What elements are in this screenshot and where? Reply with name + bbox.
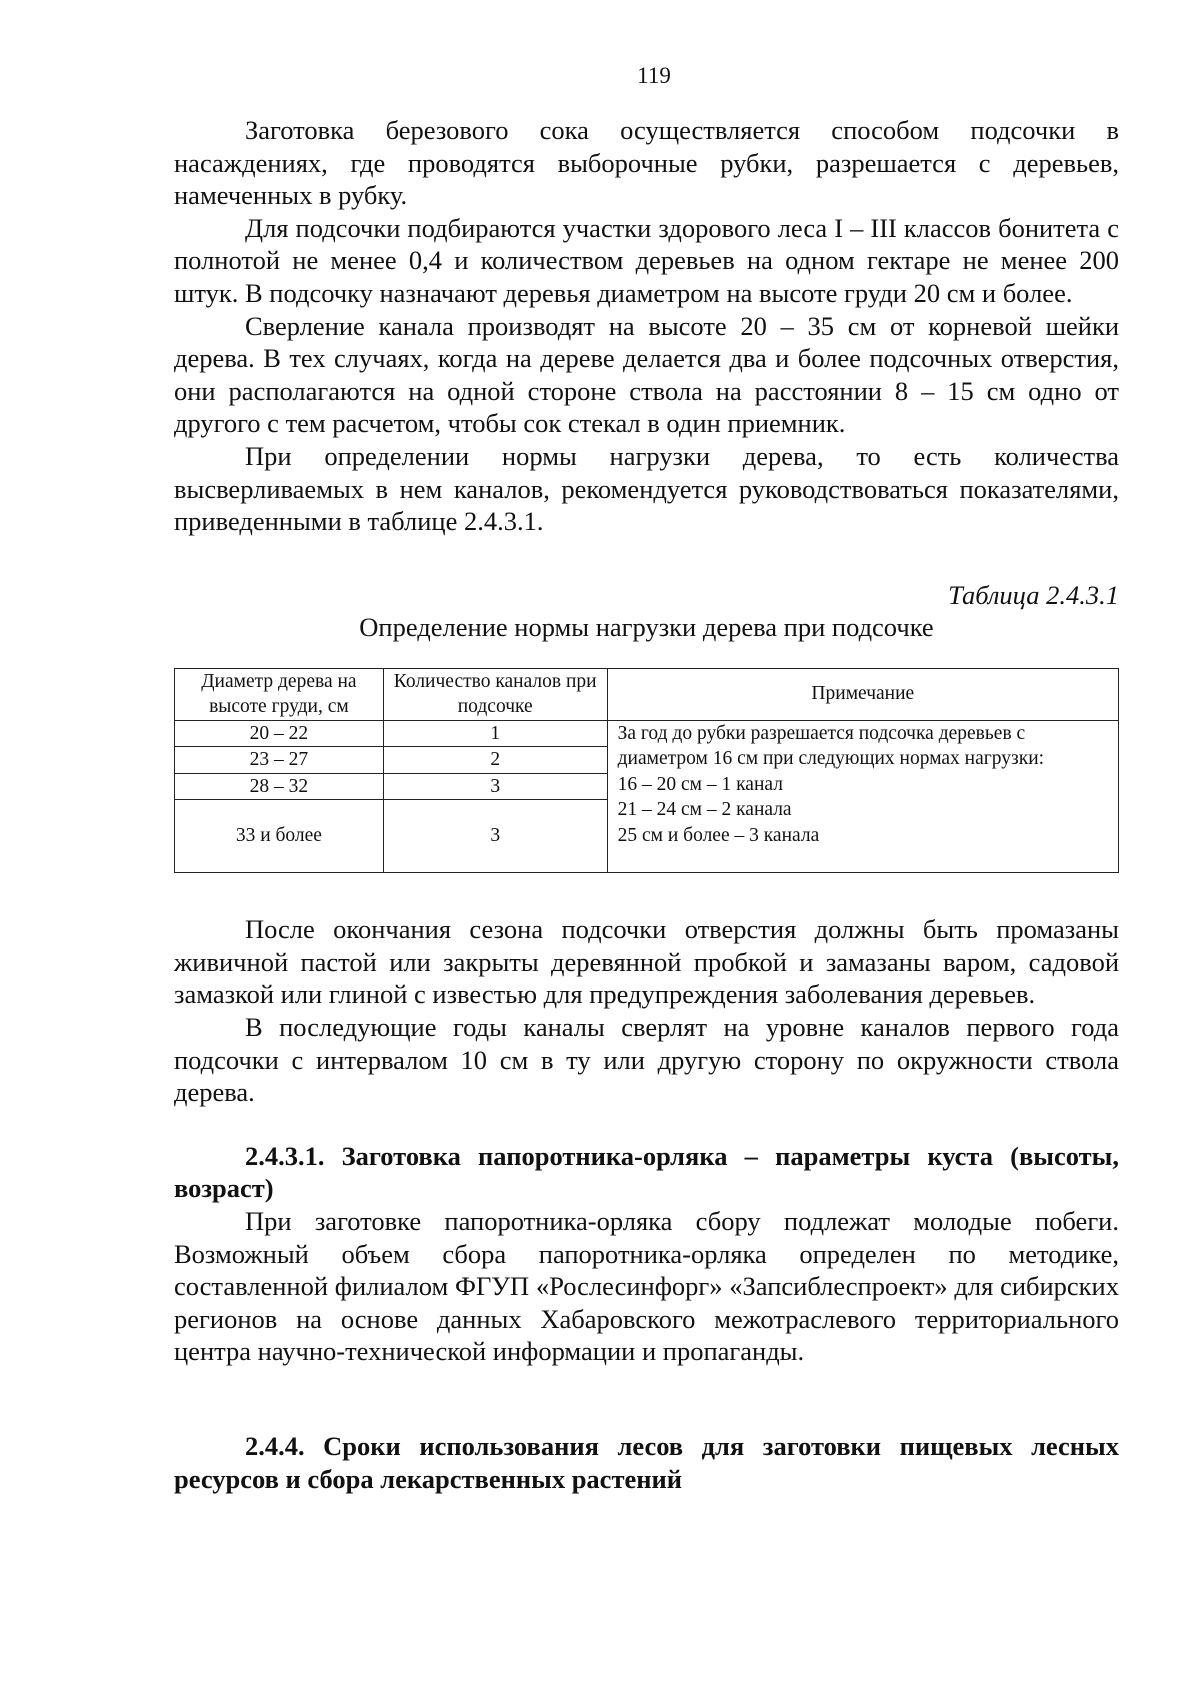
paragraph-birch-sap: Заготовка березового сока осуществляется способом подсочки в насаждениях, где проводятся выборочные рубки, разрешается с деревьев, намеченных в рубку. [174,115,1119,211]
table-row [175,720,1119,747]
cell-channels: 1 [383,720,607,747]
section-spacer [174,1368,1119,1430]
paragraph-load-norm: При определении нормы нагрузки дерева, то есть количества высверливаемых в нем каналов, рекомендуется руководствоваться показателями, приведенными в таблице 2.4.3.1. [174,440,1119,537]
page-number: 119 [637,63,671,88]
section-heading-fern: 2.4.3.1. Заготовка папоротника-орляка – параметры куста (высоты, возраст) [174,1140,1119,1204]
note-line-intro: За год до рубки разрешается подсочка деревьев с диаметром 16 см при следующих нормах нагрузки: [617,722,1045,770]
paragraph-following-years: В последующие годы каналы сверлят на уровне каналов первого года подсочки с интервалом 10 см в ту или другую сторону по окружности ствола дерева. [174,1012,1119,1108]
paragraph-fern: При заготовке папоротника-орляка сбору подлежат молодые побеги. Возможный объем сбора папоротника-орляка определен по методике, составленной филиалом ФГУП «Рослесинфорг» «Запсиблеспроект» для сибирских регионов на основе данных Хабаровского межотраслевого территориального центра научно-технической информации и пропаганды. [174,1205,1119,1367]
cell-diameter: 20 – 22 [175,720,384,747]
header-channels: Количество каналов при подсочке [383,668,607,720]
note-line-2: 21 – 24 см – 2 канала [617,799,792,821]
paragraph-site-selection: Для подсочки подбираются участки здорового леса I – III классов бонитета с полнотой не менее 0,4 и количеством деревьев на одном гектаре не менее 200 штук. В подсочку назначают деревья диаметром на высоте груди 20 см и более. [174,212,1119,308]
note-line-1: 16 – 20 см – 1 канал [617,773,783,795]
table-label: Таблица 2.4.3.1 [948,579,1119,610]
cell-diameter: 23 – 27 [175,747,384,774]
note-line-3: 25 см и более – 3 канала [617,824,820,846]
cell-diameter: 28 – 32 [175,773,384,800]
cell-channels: 3 [383,800,607,873]
section-heading-terms: 2.4.4. Сроки использования лесов для заготовки пищевых лесных ресурсов и сбора лекарственных растений [174,1430,1119,1494]
table-title: Определение нормы нагрузки дерева при подсочке [359,611,934,642]
paragraph-drilling: Сверление канала производят на высоте 20 – 35 см от корневой шейки дерева. В тех случаях, когда на дереве делается два и более подсочных отверстия, они располагаются на одной стороне ствола на расстоянии 8 – 15 см одно от другого с тем расчетом, чтобы сок стекал в один приемник. [174,310,1119,439]
load-norm-table [174,668,1119,874]
header-note: Примечание [607,668,1118,720]
document-page [174,62,1119,1495]
cell-channels: 3 [383,773,607,800]
cell-note [607,720,1118,873]
header-diameter: Диаметр дерева на высоте груди, см [175,668,384,720]
section-spacer [174,1109,1119,1140]
cell-diameter: 33 и более [175,800,384,873]
cell-channels: 2 [383,747,607,774]
table-header-row [175,668,1119,720]
paragraph-after-season: После окончания сезона подсочки отверстия должны быть промазаны живичной пастой или закрыты деревянной пробкой и замазаны варом, садовой замазкой или глиной с известью для предупреждения заболевания деревьев. [174,914,1119,1010]
